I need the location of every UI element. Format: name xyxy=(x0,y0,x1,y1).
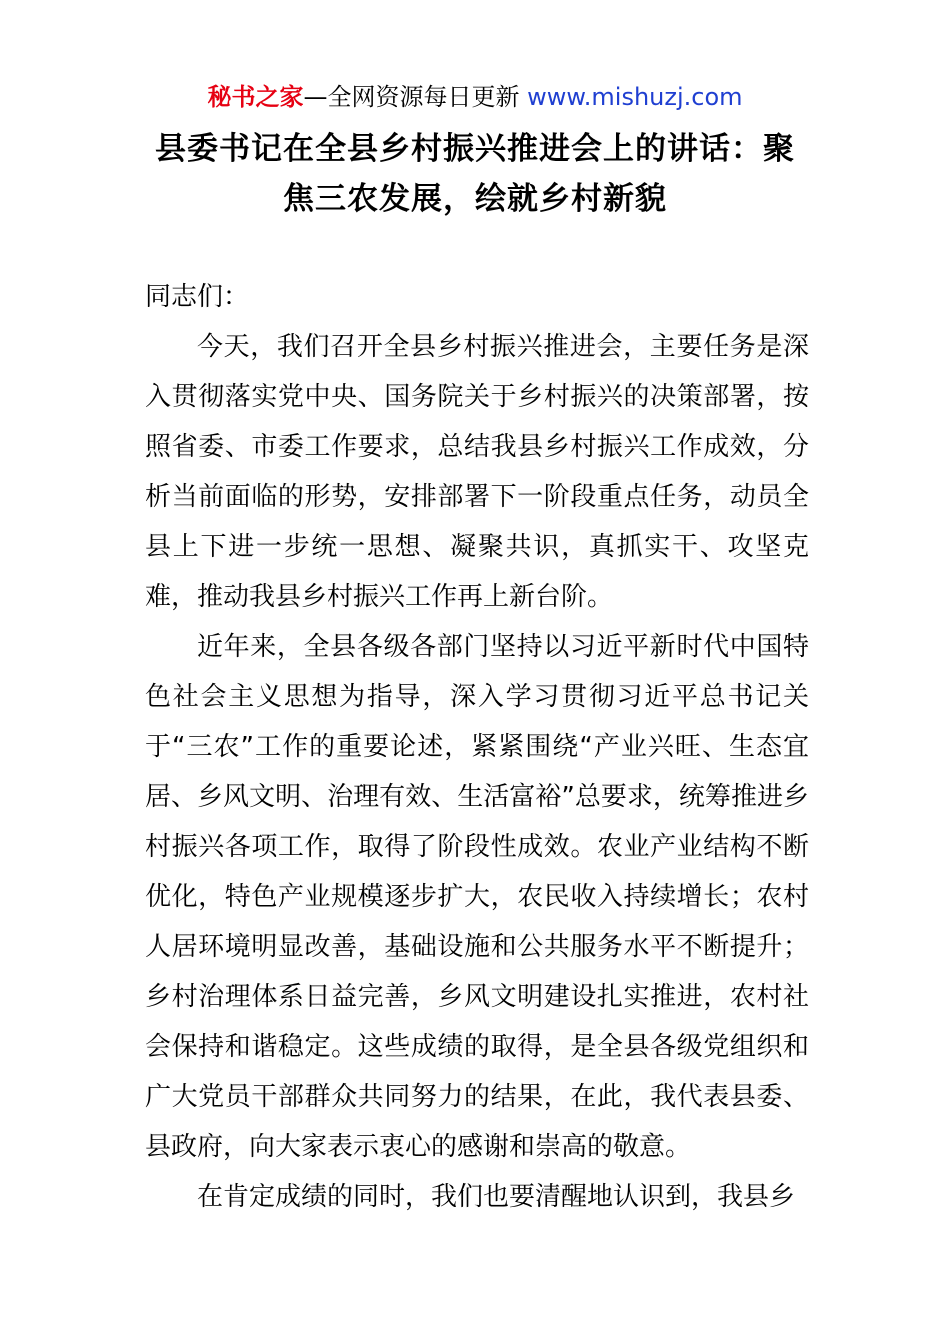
site-url-link[interactable]: www.mishuzj.com xyxy=(527,83,743,111)
site-header xyxy=(0,80,950,114)
salutation: 同志们： xyxy=(145,282,250,312)
paragraph: 近年来，全县各级各部门坚持以习近平新时代中国特色社会主义思想为指导，深入学习贯彻习近平总书记关于“三农”工作的重要论述，紧紧围绕“产业兴旺、生态宜居、乡风文明、治理有效、生活富裕”总要求，统筹推进乡村振兴各项工作，取得了阶段性成效。农业产业结构不断优化，特色产业规模逐步扩大，农民收入持续增长；农村人居环境明显改善，基础设施和公共服务水平不断提升；乡村治理体系日益完善，乡风文明建设扎实推进，农村社会保持和谐稳定。这些成绩的取得，是全县各级党组织和广大党员干部群众共同努力的结果，在此，我代表县委、县政府，向大家表示衷心的感谢和崇高的敬意。 xyxy=(145,632,809,1162)
site-tagline: —全网资源每日更新 xyxy=(303,83,520,111)
document-body xyxy=(145,272,809,1222)
document-title: 县委书记在全县乡村振兴推进会上的讲话：聚焦三农发展，绘就乡村新貌 xyxy=(155,131,795,217)
paragraph: 今天，我们召开全县乡村振兴推进会，主要任务是深入贯彻落实党中央、国务院关于乡村振兴的决策部署，按照省委、市委工作要求，总结我县乡村振兴工作成效，分析当前面临的形势，安排部署下一阶段重点任务，动员全县上下进一步统一思想、凝聚共识，真抓实干、攻坚克难，推动我县乡村振兴工作再上新台阶。 xyxy=(145,332,809,612)
paragraph: 在肯定成绩的同时，我们也要清醒地认识到，我县乡 xyxy=(197,1182,796,1212)
site-brand: 秘书之家 xyxy=(207,83,304,111)
